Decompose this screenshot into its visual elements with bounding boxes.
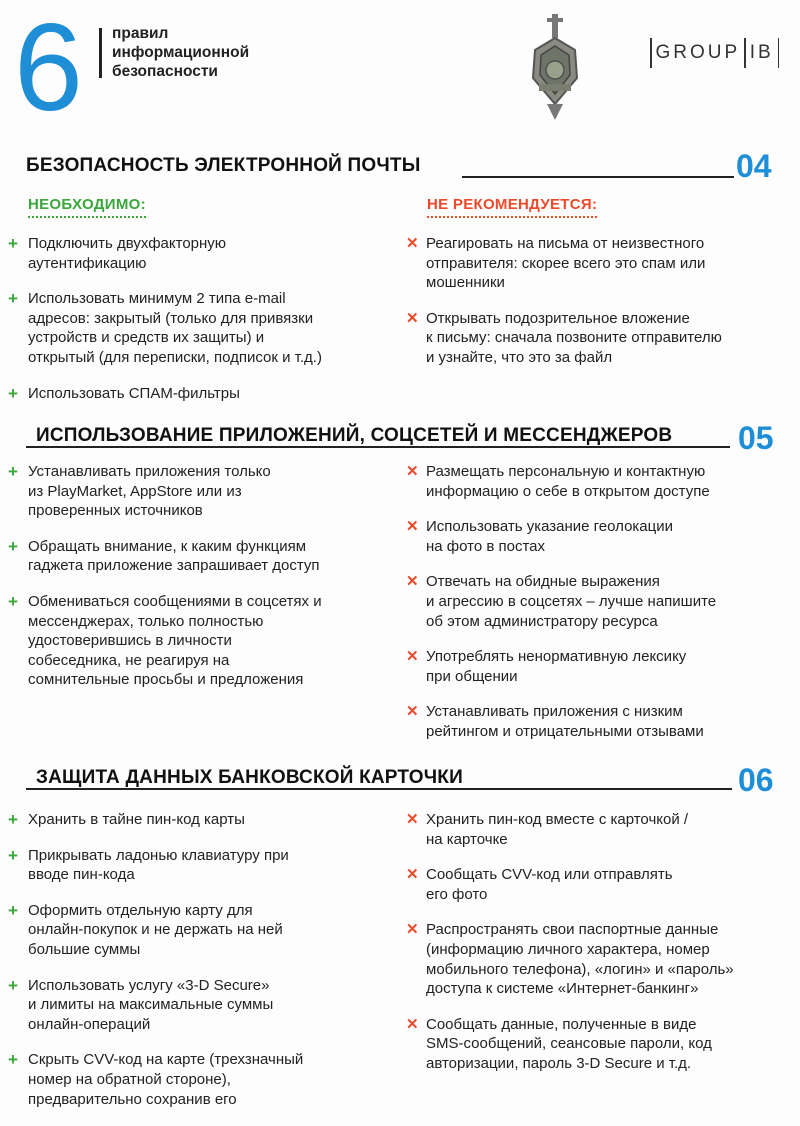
header-title-line: безопасности: [112, 63, 218, 80]
header-title-line: правил: [112, 25, 169, 42]
section-rule: [462, 176, 734, 178]
item-line: адресов: закрытый (только для привязки: [28, 309, 314, 327]
list-item: [406, 702, 796, 741]
item-line: номер на обратной стороне),: [28, 1070, 231, 1088]
section-bank-card: [0, 758, 800, 1126]
list-item: [406, 810, 796, 849]
list-item: [406, 920, 796, 998]
cross-icon: ✕: [406, 309, 419, 327]
logo-bar: [650, 38, 652, 68]
item-line: и агрессию в соцсетях – лучше напишите: [426, 592, 717, 610]
section-rule: [26, 788, 732, 790]
cross-icon: ✕: [406, 573, 419, 591]
section-header: [0, 758, 800, 798]
item-line: Использовать услугу «3-D Secure»: [28, 976, 270, 994]
item-line: SMS-сообщений, сеансовые пароли, код: [426, 1035, 712, 1053]
header-title-line: информационной: [112, 44, 250, 61]
item-line: гаджета приложение запрашивает доступ: [28, 557, 320, 575]
cross-icon: ✕: [406, 1015, 419, 1033]
cross-icon: ✕: [406, 866, 419, 884]
necessary-list: [8, 234, 388, 403]
section-email-security: [0, 146, 800, 416]
cross-icon: ✕: [406, 518, 419, 536]
item-line: мобильного телефона), «логин» и «пароль»: [426, 960, 734, 978]
list-item: [406, 572, 796, 631]
item-line: информацию о себе в открытом доступе: [426, 482, 710, 500]
item-line: Реагировать на письма от неизвестного: [426, 235, 705, 252]
section-header: [0, 416, 800, 456]
item-line: мошенники: [426, 274, 505, 292]
plus-icon: +: [8, 462, 18, 481]
item-line: открытый (для переписки, подписок и т.д.): [28, 348, 322, 366]
section-rule: [26, 446, 730, 448]
item-line: Сообщать данные, полученные в виде: [426, 1015, 697, 1033]
plus-icon: +: [8, 810, 18, 829]
section-title: ИСПОЛЬЗОВАНИЕ ПРИЛОЖЕНИЙ, СОЦСЕТЕЙ И МЕССЕНДЖЕРОВ: [36, 425, 673, 446]
item-line: Открывать подозрительное вложение: [426, 309, 690, 327]
item-line: онлайн-операций: [28, 1015, 151, 1033]
section-number: 04: [736, 148, 772, 184]
item-line: мессенджерах, только полностью: [28, 612, 264, 630]
item-line: и узнайте, что это за файл: [426, 348, 613, 366]
list-item: [406, 1015, 796, 1074]
item-line: проверенных источников: [28, 502, 203, 520]
emblem-icon: [525, 12, 585, 124]
plus-icon: +: [8, 975, 18, 995]
item-line: на фото в постах: [426, 537, 546, 555]
item-line: Употреблять ненормативную лексику: [426, 648, 687, 666]
item-line: Размещать персональную и контактную: [426, 463, 706, 480]
item-line: Хранить пин-код вместе с карточкой /: [426, 811, 689, 828]
list-item: [8, 901, 388, 960]
item-line: Отвечать на обидные выражения: [426, 573, 660, 591]
logo-bar: [744, 38, 746, 68]
item-line: Использовать минимум 2 типа e-mail: [28, 290, 286, 308]
list-item: [8, 976, 388, 1035]
item-line: Распространять свои паспортные данные: [426, 921, 719, 939]
item-line: отправителя: скорее всего это спам или: [426, 254, 706, 272]
item-line: аутентификацию: [28, 254, 147, 272]
not-recommended-list: [406, 810, 796, 1074]
item-line: и лимиты на максимальные суммы: [28, 996, 274, 1014]
list-item: [406, 309, 796, 368]
item-line: доступа к системе «Интернет-банкинг»: [426, 980, 699, 998]
list-item: [8, 537, 388, 576]
item-line: Сообщать CVV-код или отправлять: [426, 866, 673, 884]
rule-count-number: 6: [14, 0, 83, 137]
item-line: на карточке: [426, 830, 508, 848]
necessary-list: [8, 810, 388, 1109]
cross-icon: ✕: [406, 648, 419, 666]
list-item: [8, 810, 388, 830]
list-item: [8, 462, 388, 521]
not-recommended-list: [406, 234, 796, 368]
item-line: Устанавливать приложения с низким: [426, 703, 683, 721]
plus-icon: +: [8, 591, 18, 611]
header-divider: [99, 28, 102, 78]
item-line: Прикрывать ладонью клавиатуру при: [28, 846, 289, 864]
cross-icon: ✕: [406, 463, 419, 480]
item-line: удостоверившись в личности: [28, 632, 232, 650]
item-line: Оформить отдельную карту для: [28, 901, 253, 919]
item-line: большие суммы: [28, 940, 141, 958]
item-line: Скрыть CVV-код на карте (трехзначный: [28, 1051, 304, 1069]
item-line: рейтингом и отрицательными отзывами: [426, 722, 704, 740]
logo-bar: [778, 38, 780, 68]
item-line: предварительно сохранив его: [28, 1090, 237, 1108]
item-line: его фото: [426, 885, 488, 903]
plus-icon: +: [8, 383, 18, 403]
item-line: при общении: [426, 667, 518, 685]
section-number: 06: [738, 762, 774, 798]
plus-icon: +: [8, 1050, 18, 1070]
list-item: [406, 462, 796, 501]
list-item: [8, 289, 388, 367]
section-title: БЕЗОПАСНОСТЬ ЭЛЕКТРОННОЙ ПОЧТЫ: [26, 155, 421, 176]
item-line: Использовать указание геолокации: [426, 518, 674, 536]
necessary-list: [8, 462, 388, 690]
item-line: Обращать внимание, к каким функциям: [28, 537, 307, 555]
list-item: [406, 865, 796, 904]
group-ib-logo: [646, 38, 783, 68]
header-title: [112, 24, 249, 81]
plus-icon: +: [8, 845, 18, 865]
not-recommended-list: [406, 462, 796, 742]
item-line: Использовать СПАМ-фильтры: [28, 384, 240, 402]
list-item: [8, 1050, 388, 1109]
item-line: онлайн-покупок и не держать на ней: [28, 921, 283, 939]
item-line: вводе пин-кода: [28, 866, 135, 884]
section-apps-social: [0, 416, 800, 756]
item-line: об этом администратору ресурса: [426, 612, 658, 630]
cross-icon: ✕: [406, 811, 419, 828]
page-header: [0, 0, 800, 140]
list-item: [8, 384, 388, 404]
item-line: устройств и средств их защиты) и: [28, 329, 265, 347]
item-line: собеседника, не реагируя на: [28, 651, 230, 669]
item-line: авторизации, пароль 3-D Secure и т.д.: [426, 1054, 692, 1072]
plus-icon: +: [8, 234, 18, 253]
list-item: [406, 234, 796, 293]
section-header: [0, 146, 800, 186]
logo-text-group: GROUP: [655, 42, 741, 63]
item-line: из PlayMarket, AppStore или из: [28, 482, 242, 500]
list-item: [8, 846, 388, 885]
cross-icon: ✕: [406, 235, 419, 252]
list-item: [8, 234, 388, 273]
item-line: Устанавливать приложения только: [28, 463, 271, 480]
item-line: Обмениваться сообщениями в соцсетях и: [28, 592, 322, 610]
plus-icon: +: [8, 289, 18, 309]
cross-icon: ✕: [406, 921, 419, 939]
plus-icon: +: [8, 536, 18, 556]
not-recommended-label: НЕ РЕКОМЕНДУЕТСЯ:: [427, 196, 597, 218]
item-line: Хранить в тайне пин-код карты: [28, 811, 245, 828]
item-line: Подключить двухфакторную: [28, 235, 227, 252]
section-number: 05: [738, 420, 774, 456]
item-line: (информацию личного характера, номер: [426, 940, 710, 958]
cross-icon: ✕: [406, 703, 419, 721]
section-title: ЗАЩИТА ДАННЫХ БАНКОВСКОЙ КАРТОЧКИ: [36, 767, 463, 788]
logo-text-ib: IB: [749, 42, 774, 63]
item-line: к письму: сначала позвоните отправителю: [426, 329, 722, 347]
list-item: [8, 592, 388, 690]
item-line: сомнительные просьбы и предложения: [28, 671, 304, 689]
list-item: [406, 647, 796, 686]
plus-icon: +: [8, 900, 18, 920]
necessary-label: НЕОБХОДИМО:: [28, 196, 146, 218]
list-item: [406, 517, 796, 556]
